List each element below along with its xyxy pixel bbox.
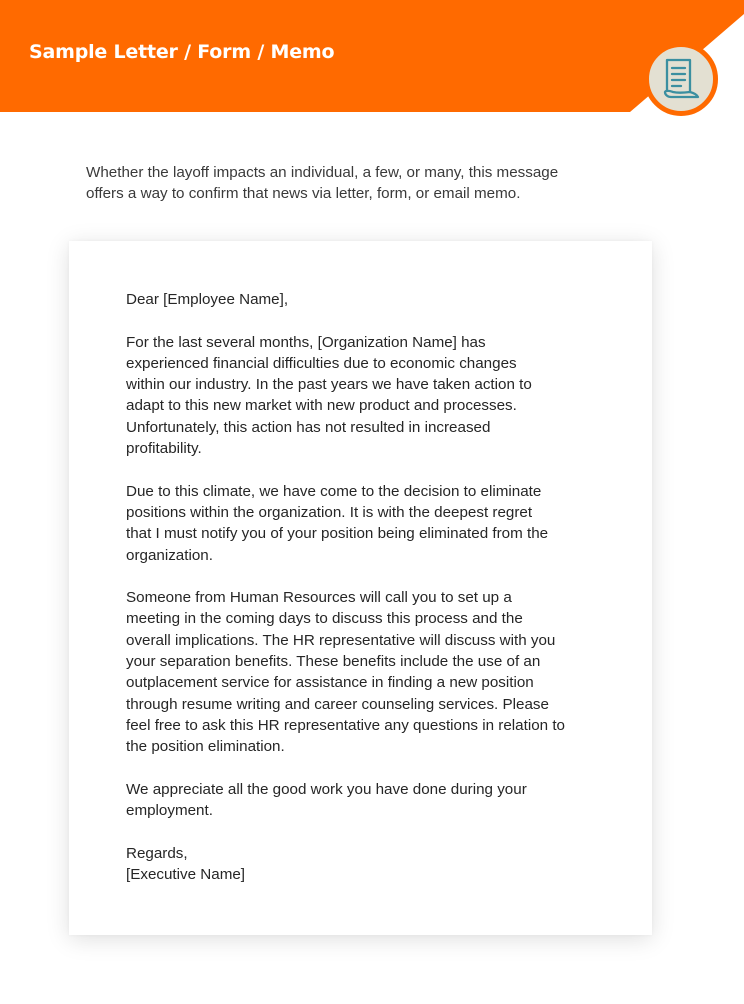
letter-paragraph xyxy=(126,332,606,460)
letter-paragraph xyxy=(126,587,606,757)
letter-line: experienced financial difficulties due to economic changes xyxy=(126,354,517,372)
letter-line: positions within the organization. It is with the deepest regret xyxy=(126,503,533,521)
letter-line: through resume writing and career counseling services. Please xyxy=(126,695,549,713)
letter-signature: [Executive Name] xyxy=(126,866,246,884)
letter-line: profitability. xyxy=(126,440,202,458)
letter-paragraph xyxy=(126,779,606,822)
intro-line: offers a way to confirm that news via letter, form, or email memo. xyxy=(86,185,521,202)
letter-line: employment. xyxy=(126,802,213,820)
letter-line: outplacement service for assistance in finding a new position xyxy=(126,674,534,692)
letter-line: Unfortunately, this action has not resulted in increased xyxy=(126,418,491,436)
letter-line: feel free to ask this HR representative any questions in relation to xyxy=(126,716,565,734)
letter-line: Dear [Employee Name], xyxy=(126,291,289,308)
document-scroll-icon xyxy=(642,42,720,116)
intro-line: Whether the layoff impacts an individual, a few, or many, this message xyxy=(86,164,559,181)
letter-line: organization. xyxy=(126,546,213,564)
letter-line: We appreciate all the good work you have done during your xyxy=(126,780,527,798)
letter-line: Someone from Human Resources will call you to set up a xyxy=(126,589,512,607)
page-title: Sample Letter / Form / Memo xyxy=(29,41,335,63)
sample-letter-card xyxy=(69,241,652,935)
letter-line: Due to this climate, we have come to the decision to eliminate xyxy=(126,482,542,500)
letter-line: meeting in the coming days to discuss this process and the xyxy=(126,610,523,628)
letter-signoff xyxy=(126,843,606,886)
letter-body xyxy=(126,289,606,885)
letter-line: your separation benefits. These benefits include the use of an xyxy=(126,653,541,671)
letter-line: overall implications. The HR representative will discuss with you xyxy=(126,631,556,649)
header-banner xyxy=(0,0,744,112)
letter-closing: Regards, xyxy=(126,844,188,862)
letter-line: the position elimination. xyxy=(126,738,285,756)
letter-line: For the last several months, [Organization Name] has xyxy=(126,333,486,351)
letter-salutation xyxy=(126,289,606,310)
letter-line: within our industry. In the past years we have taken action to xyxy=(126,376,532,394)
intro-text xyxy=(86,162,646,204)
letter-line: that I must notify you of your position being eliminated from the xyxy=(126,525,549,543)
letter-paragraph xyxy=(126,481,606,566)
letter-line: adapt to this new market with new product and processes. xyxy=(126,397,517,415)
